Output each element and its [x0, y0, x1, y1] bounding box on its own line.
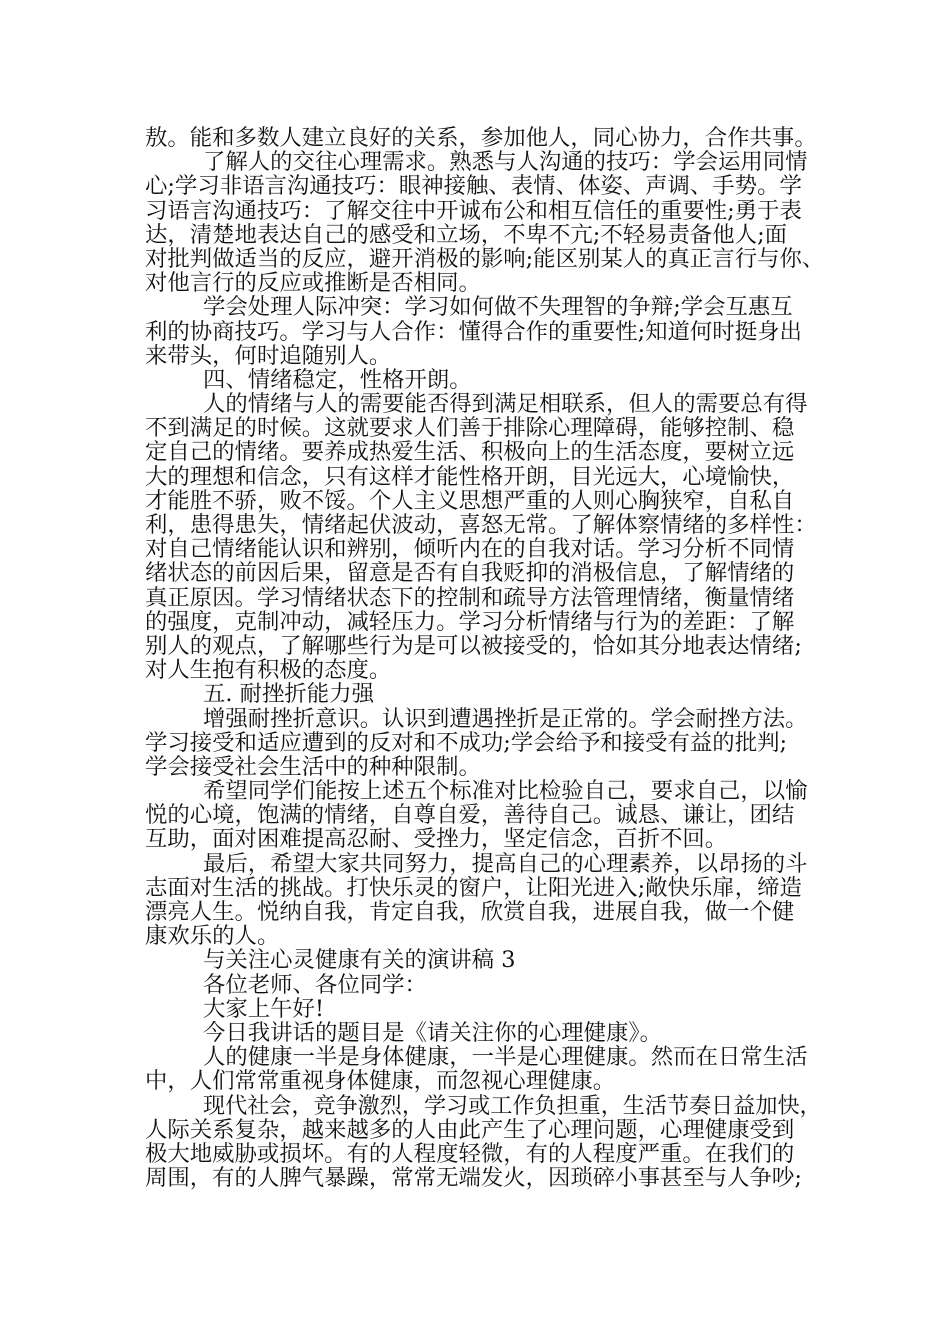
- text-line: 对批判做适当的反应，避开消极的影响;能区别某人的真正言行与你、: [145, 245, 825, 272]
- text-line: 人的情绪与人的需要能否得到满足相联系，但人的需要总有得: [203, 391, 808, 418]
- text-line: 最后，希望大家共同努力，提高自己的心理素养，以昂扬的斗: [203, 850, 808, 877]
- text-line: 定自己的情绪。要养成热爱生活、积极向上的生活态度，要树立远: [145, 439, 795, 466]
- text-line: 心;学习非语言沟通技巧：眼神接触、表情、体姿、声调、手势。学: [145, 173, 802, 200]
- text-line: 极大地威胁或损坏。有的人程度轻微，有的人程度严重。在我们的: [145, 1140, 795, 1167]
- text-line: 学会接受社会生活中的种种限制。: [145, 753, 481, 780]
- text-line: 现代社会，竞争激烈，学习或工作负担重，生活节奏日益加快，: [203, 1092, 822, 1119]
- text-line: 真正原因。学习情绪状态下的控制和疏导方法管理情绪，衡量情绪: [145, 584, 795, 611]
- text-line: 来带头，何时追随别人。: [145, 342, 392, 369]
- text-line: 绪状态的前因后果，留意是否有自我贬抑的消极信息，了解情绪的: [145, 560, 795, 587]
- text-line: 增强耐挫折意识。认识到遭遇挫折是正常的。学会耐挫方法。: [203, 705, 808, 732]
- text-line: 利，患得患失，情绪起伏波动，喜怒无常。了解体察情绪的多样性：: [145, 512, 817, 538]
- text-line: 达，清楚地表达自己的感受和立场，不卑不亢;不轻易责备他人;面: [145, 221, 788, 248]
- text-line: 人际关系复杂，越来越多的人由此产生了心理问题，心理健康受到: [145, 1116, 795, 1143]
- text-line: 志面对生活的挑战。打快乐灵的窗户，让阳光进入;敞快乐扉，缔造: [145, 874, 802, 901]
- text-line: 悦的心境，饱满的情绪，自尊自爱，善待自己。诚恳、谦让，团结: [145, 802, 795, 829]
- text-line: 敖。能和多数人建立良好的关系，参加他人，同心协力，合作共事。: [145, 125, 817, 151]
- text-line: 对人生抱有积极的态度。: [145, 657, 392, 684]
- text-line: 五. 耐挫折能力强: [203, 681, 374, 708]
- text-line: 对自己情绪能认识和辨别，倾听内在的自我对话。学习分析不同情: [145, 536, 795, 563]
- text-line: 学会处理人际冲突：学习如何做不失理智的争辩;学会互惠互: [203, 294, 793, 321]
- text-line: 大家上午好!: [203, 995, 324, 1022]
- text-line: 希望同学们能按上述五个标准对比检验自己，要求自己，以愉: [203, 778, 808, 805]
- text-line: 对他言行的反应或推断是否相同。: [145, 270, 481, 297]
- text-line: 互助，面对困难提高忍耐、受挫力，坚定信念，百折不回。: [145, 826, 728, 853]
- text-line: 了解人的交往心理需求。熟悉与人沟通的技巧：学会运用同情: [203, 149, 808, 176]
- text-line: 的强度，克制冲动，减轻压力。学习分析情绪与行为的差距：了解: [145, 608, 795, 635]
- text-line: 才能胜不骄，败不馁。个人主义思想严重的人则心胸狭窄，自私自: [145, 487, 795, 514]
- text-line: 康欢乐的人。: [145, 923, 280, 950]
- text-line: 人的健康一半是身体健康，一半是心理健康。然而在日常生活: [203, 1044, 808, 1071]
- text-line: 今日我讲话的题目是《请关注你的心理健康》。: [203, 1019, 663, 1046]
- text-line: 别人的观点，了解哪些行为是可以被接受的，恰如其分地表达情绪;: [145, 632, 802, 659]
- text-line: 学习接受和适应遭到的反对和不成功;学会给予和接受有益的批判;: [145, 729, 788, 756]
- document-page: [145, 126, 825, 1190]
- text-line: 不到满足的时候。这就要求人们善于排除心理障碍，能够控制、稳: [145, 415, 795, 442]
- text-line: 四、情绪稳定，性格开朗。: [203, 366, 472, 393]
- text-line: 利的协商技巧。学习与人合作：懂得合作的重要性;知道何时挺身出: [145, 318, 802, 345]
- text-line: 习语言沟通技巧：了解交往中开诚布公和相互信任的重要性;勇于表: [145, 197, 802, 224]
- text-line: 漂亮人生。悦纳自我，肯定自我，欣赏自我，进展自我，做一个健: [145, 899, 795, 925]
- text-line: 与关注心灵健康有关的演讲稿 3: [203, 947, 516, 974]
- text-line: 各位老师、各位同学：: [203, 971, 427, 998]
- text-line: 周围，有的人脾气暴躁，常常无端发火，因琐碎小事甚至与人争吵;: [145, 1165, 802, 1192]
- text-line: 中，人们常常重视身体健康，而忽视心理健康。: [145, 1068, 616, 1095]
- text-line: 大的理想和信念，只有这样才能性格开朗，目光远大，心境愉快，: [145, 463, 795, 490]
